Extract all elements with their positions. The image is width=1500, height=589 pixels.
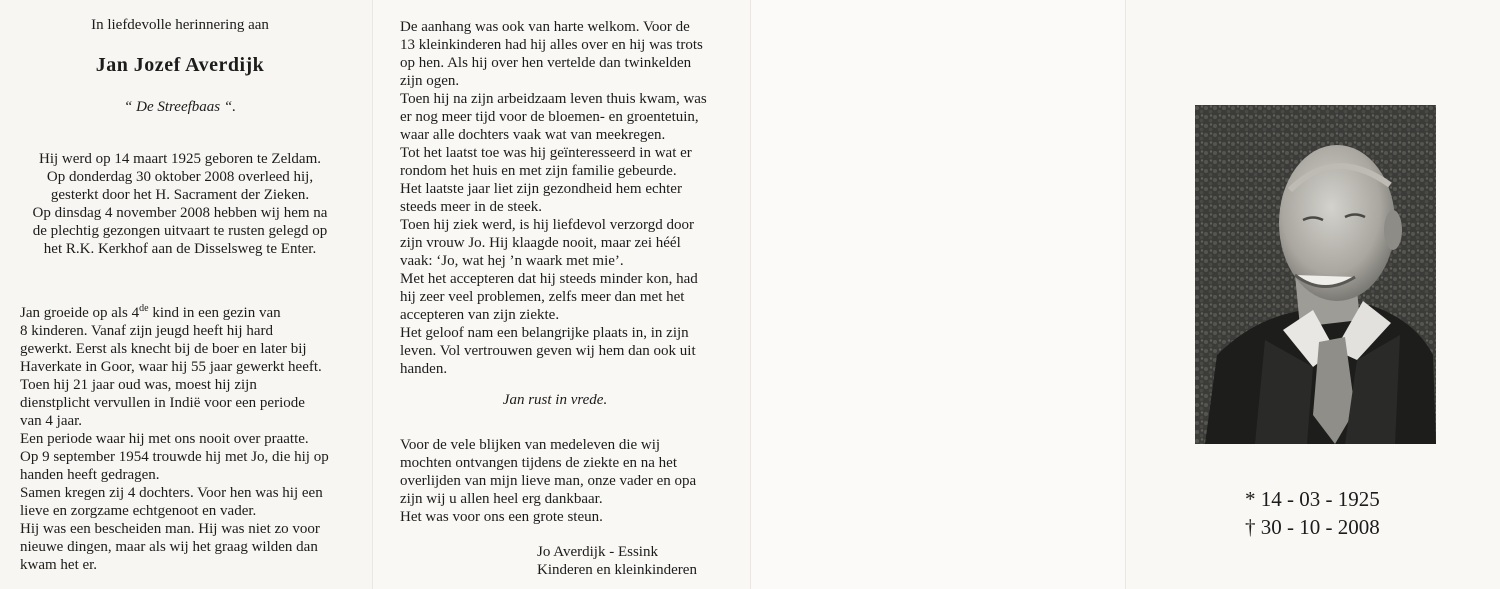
thanks-line: Het was voor ons een grote steun. xyxy=(400,509,603,525)
story-line: nieuwe dingen, maar als wij het graag wilden dan xyxy=(20,539,318,555)
fold-line xyxy=(750,0,751,589)
signature-line: Kinderen en kleinkinderen xyxy=(537,562,697,578)
story-line: Toen hij ziek werd, is hij liefdevol verzorgd door xyxy=(400,217,695,233)
thanks-line: Voor de vele blijken van medeleven die wij xyxy=(400,437,661,453)
story-line: Een periode waar hij met ons nooit over praatte. xyxy=(20,431,309,447)
nickname: “ De Streefbaas “. xyxy=(124,99,236,115)
bio-line: Hij werd op 14 maart 1925 geboren te Zeldam. xyxy=(39,151,321,167)
bio-line: het R.K. Kerkhof aan de Disselsweg te Enter. xyxy=(43,241,317,257)
story-line: Tot het laatst toe was hij geïnteresseerd in wat er xyxy=(400,145,692,161)
story-line: Hij was een bescheiden man. Hij was niet zo voor xyxy=(20,521,320,537)
story-line: handen. xyxy=(400,361,448,377)
story-line: lieve en zorgzame echtgenoot en vader. xyxy=(20,503,257,519)
story-line: Op 9 september 1954 trouwde hij met Jo, die hij op xyxy=(20,449,329,465)
story-line: Jan groeide op als 4de kind in een gezin van xyxy=(20,303,281,321)
story-line: Toen hij na zijn arbeidzaam leven thuis kwam, was xyxy=(400,91,707,107)
rest-in-peace-line: Jan rust in vrede. xyxy=(502,392,608,408)
bio-line: Op dinsdag 4 november 2008 hebben wij hem na xyxy=(32,205,328,221)
story-line: vaak: ‘Jo, wat hej ’n waark met mie’. xyxy=(400,253,624,269)
fold-line xyxy=(372,0,373,589)
bio-block xyxy=(0,150,360,258)
story-continued xyxy=(400,18,707,378)
life-dates xyxy=(1245,485,1380,541)
story-line: Samen kregen zij 4 dochters. Voor hen was hij een xyxy=(20,485,323,501)
story-line: dienstplicht vervullen in Indië voor een periode xyxy=(20,395,305,411)
story-line: van 4 jaar. xyxy=(20,413,83,429)
story-line: Toen hij 21 jaar oud was, moest hij zijn xyxy=(20,377,257,393)
death-date: † 30 - 10 - 2008 xyxy=(1245,515,1380,539)
thanks-block xyxy=(400,436,696,526)
story-line: zijn vrouw Jo. Hij klaagde nooit, maar zei héél xyxy=(400,235,681,251)
bio-line: Op donderdag 30 oktober 2008 overleed hij, xyxy=(46,169,314,185)
bio-line: de plechtig gezongen uitvaart te rusten gelegd op xyxy=(32,223,328,239)
story-line: Met het accepteren dat hij steeds minder kon, had xyxy=(400,271,698,287)
thanks-line: zijn wij u allen heel erg dankbaar. xyxy=(400,491,603,507)
card-panel-3 xyxy=(750,0,1125,589)
story-line: Het laatste jaar liet zijn gezondheid hem echter xyxy=(400,181,682,197)
story-line: op hen. Als hij over hen vertelde dan twinkelden xyxy=(400,55,692,71)
birth-date: * 14 - 03 - 1925 xyxy=(1245,487,1380,511)
story-line: hij zeer veel problemen, zelfs meer dan met het xyxy=(400,289,685,305)
intro-text: In liefdevolle herinnering aan xyxy=(91,17,269,33)
story-line: Het geloof nam een belangrijke plaats in, in zijn xyxy=(400,325,689,341)
story-line: er nog meer tijd voor de bloemen- en groentetuin, xyxy=(400,109,699,125)
story-line: handen heeft gedragen. xyxy=(20,467,160,483)
story-line: kwam het er. xyxy=(20,557,98,573)
story-line: Haverkate in Goor, waar hij 55 jaar gewerkt heeft. xyxy=(20,359,322,375)
fold-line xyxy=(1125,0,1126,589)
bio-line: gesterkt door het H. Sacrament der Zieken. xyxy=(50,187,310,203)
story-line: De aanhang was ook van harte welkom. Voor de xyxy=(400,19,690,35)
story-line: gewerkt. Eerst als knecht bij de boer en later bij xyxy=(20,341,307,357)
portrait-illustration xyxy=(1195,105,1436,444)
signature-block xyxy=(537,543,697,579)
story-line: 8 kinderen. Vanaf zijn jeugd heeft hij hard xyxy=(20,323,273,339)
thanks-line: mochten ontvangen tijdens de ziekte en na het xyxy=(400,455,677,471)
thanks-line: overlijden van mijn lieve man, onze vader en opa xyxy=(400,473,697,489)
deceased-name: Jan Jozef Averdijk xyxy=(95,54,265,76)
life-story xyxy=(20,304,329,574)
story-line: accepteren van zijn ziekte. xyxy=(400,307,560,323)
story-line: 13 kleinkinderen had hij alles over en hij was trots xyxy=(400,37,703,53)
story-line: leven. Vol vertrouwen geven wij hem dan ook uit xyxy=(400,343,696,359)
story-line: rondom het huis en met zijn familie gebeurde. xyxy=(400,163,677,179)
story-line: steeds meer in de steek. xyxy=(400,199,543,215)
story-line: zijn ogen. xyxy=(400,73,460,89)
story-line: waar alle dochters vaak wat van meekregen. xyxy=(400,127,666,143)
portrait-photo xyxy=(1195,105,1436,444)
signature-line: Jo Averdijk - Essink xyxy=(537,544,658,560)
